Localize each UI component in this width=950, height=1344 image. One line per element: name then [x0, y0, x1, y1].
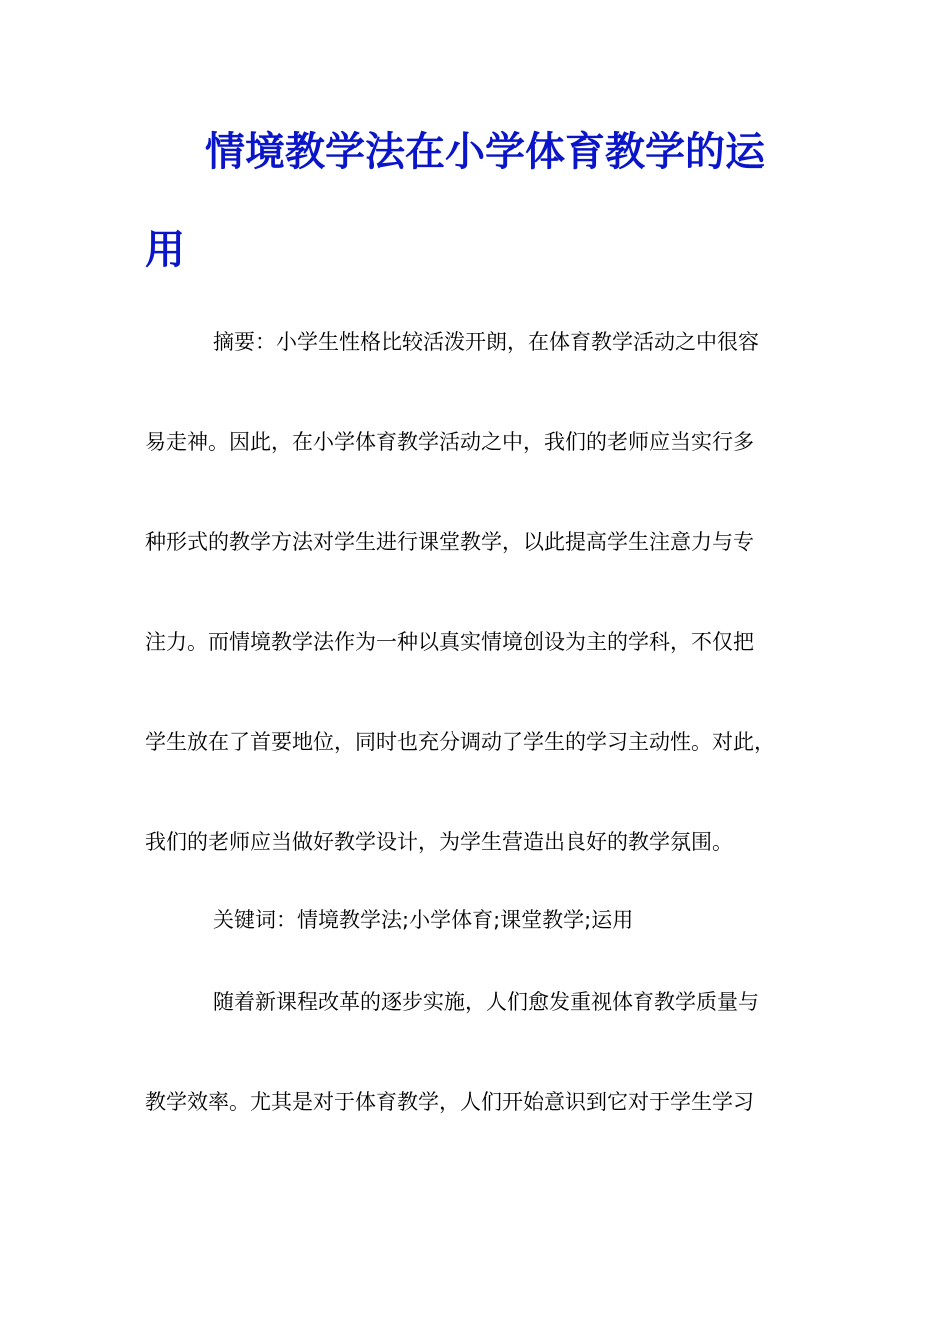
abstract-line-6: 我们的老师应当做好教学设计，为学生营造出良好的教学氛围。 — [145, 830, 733, 854]
document-title-line-1: 情境教学法在小学体育教学的运 — [205, 128, 765, 175]
abstract-line-4: 注力。而情境教学法作为一种以真实情境创设为主的学科，不仅把 — [145, 630, 754, 654]
abstract-line-5: 学生放在了首要地位，同时也充分调动了学生的学习主动性。对此， — [145, 730, 775, 754]
abstract-line-3: 种形式的教学方法对学生进行课堂教学，以此提高学生注意力与专 — [145, 530, 754, 554]
intro-line-2: 教学效率。尤其是对于体育教学，人们开始意识到它对于学生学习 — [145, 1090, 754, 1114]
document-title-line-2: 用 — [145, 226, 185, 273]
keywords-line: 关键词：情境教学法;小学体育;课堂教学;运用 — [213, 908, 634, 932]
abstract-line-2: 易走神。因此，在小学体育教学活动之中，我们的老师应当实行多 — [145, 430, 754, 454]
abstract-line-1: 摘要：小学生性格比较活泼开朗，在体育教学活动之中很容 — [213, 330, 759, 354]
intro-line-1: 随着新课程改革的逐步实施，人们愈发重视体育教学质量与 — [213, 990, 759, 1014]
